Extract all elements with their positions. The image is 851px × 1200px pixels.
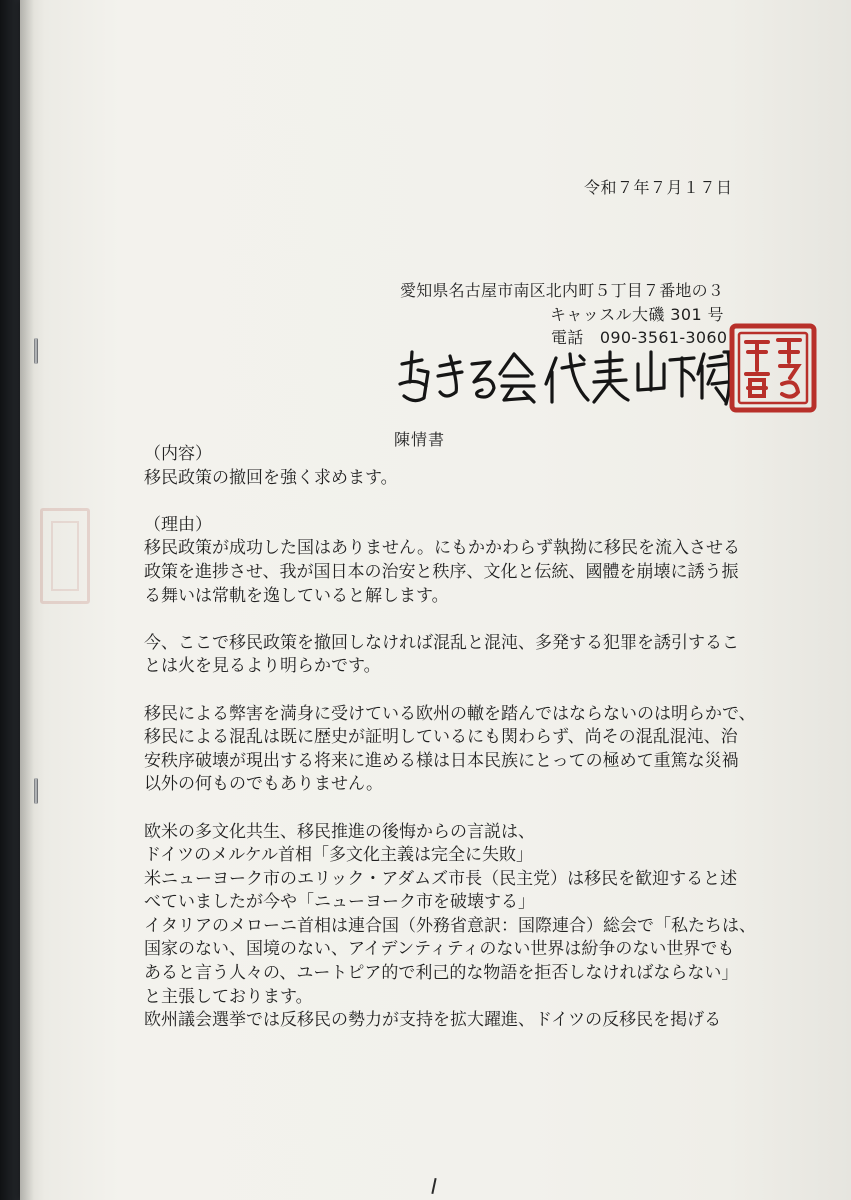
reason-heading: （理由） [144,514,212,535]
paragraph-line: イタリアのメローニ首相は連合国（外務省意訳：国際連合）総会で「私たちは、 [144,915,756,936]
paragraph-line: 米ニューヨーク市のエリック・アダムズ市長（民主党）は移民を歓迎すると述 [144,868,738,889]
paragraph-line: 政策を進捗させ、我が国日本の治安と秩序、文化と伝統、國體を崩壊に誘う振 [144,561,739,582]
paragraph-line: 以外の何ものでもありません。 [144,774,384,795]
document-title: 陳情書 [394,430,446,449]
sender-phone: 電話 090-3561-3060 [551,328,728,347]
content-text: 移民政策の撤回を強く求めます。 [144,467,398,488]
paragraph-line: 移民による弊害を満身に受けている欧州の轍を踏んではならないのは明らかで、 [144,703,756,724]
sender-address-line1: 愛知県名古屋市南区北内町５丁目７番地の３ [400,281,725,300]
document-body [144,443,756,1033]
paragraph-line: あると言う人々の、ユートピア的で利己的な物語を拒否しなければならない」 [144,963,739,984]
bleed-through-stamp [40,508,90,604]
page-edge-shadow [20,0,34,1200]
red-seal-stamp [726,322,818,414]
staple-top [34,338,38,364]
paragraph-line: と主張しております。 [144,986,313,1007]
paragraph-line: 移民による混乱は既に歴史が証明しているにも関わらず、尚その混乱混沌、治 [144,727,738,748]
paragraph-line: 安秩序破壊が現出する将来に進める様は日本民族にとっての極めて重篤な災禍 [144,750,739,771]
sender-address-line2: キャッスル大磯 301 号 [550,305,724,324]
paragraph-line: 欧州議会選挙では反移民の勢力が支持を拡大躍進、ドイツの反移民を掲げる [144,1010,722,1031]
paragraph-line: ドイツのメルケル首相「多文化主義は完全に失敗」 [144,845,533,866]
paragraph-line: とは火を見るより明らかです。 [144,656,381,677]
paragraph-line: 国家のない、国境のない、アイデンティティのない世界は紛争のない世界でも [144,939,735,960]
paragraph-line: べていましたが今や「ニューヨーク市を破壊する」 [144,892,535,913]
paragraph-line: 移民政策が成功した国はありません。にもかかわらず執拗に移民を流入させる [144,538,741,559]
staple-bottom [34,778,38,804]
paragraph-line: 欧米の多文化共生、移民推進の後悔からの言説は、 [144,821,535,842]
handwritten-signature [396,344,732,412]
paragraph-line: る舞いは常軌を逸していると解します。 [144,585,449,606]
paragraph-line: 今、ここで移民政策を撤回しなければ混乱と混沌、多発する犯罪を誘引するこ [144,632,739,653]
content-heading: （内容） [144,444,212,464]
document-date: 令和７年７月１７日 [584,178,733,197]
